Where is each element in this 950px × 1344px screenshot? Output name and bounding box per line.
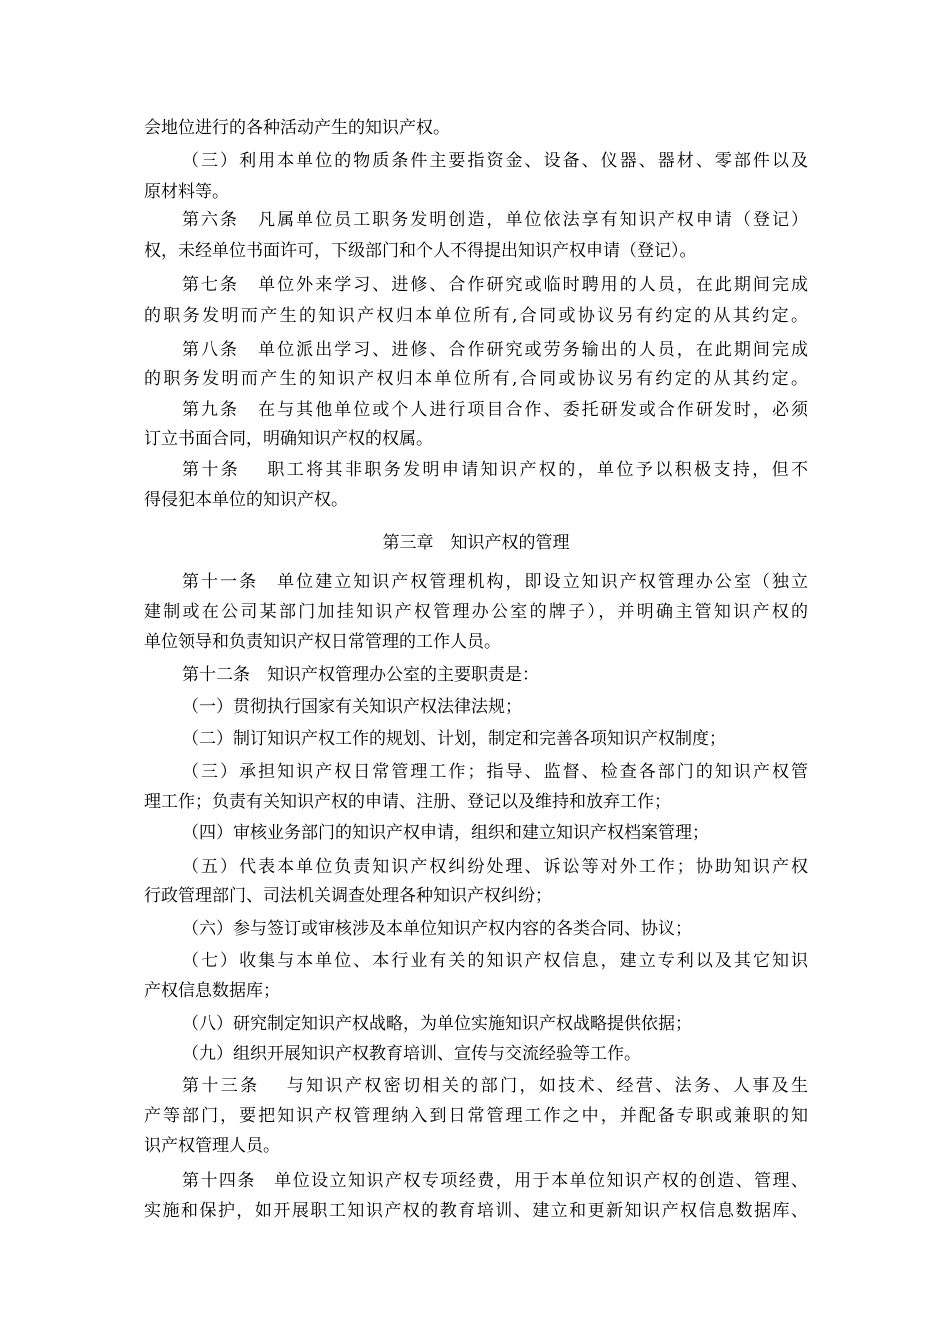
- text-line: 的职务发明而产生的知识产权归本单位所有,合同或协议另有约定的从其约定。: [144, 306, 808, 326]
- text-line: （三）利用本单位的物质条件主要指资金、设备、仪器、器材、零部件以及: [182, 151, 808, 171]
- text-line: 理工作；负责有关知识产权的申请、注册、登记以及维持和放弃工作；: [144, 792, 671, 812]
- chapter-heading: 第三章 知识产权的管理: [382, 533, 570, 553]
- text-line: 第十四条 单位设立知识产权专项经费，用于本单位知识产权的创造、管理、: [182, 1171, 808, 1191]
- text-line: 第七条 单位外来学习、进修、合作研究或临时聘用的人员，在此期间完成: [182, 275, 808, 295]
- text-line: 第九条 在与其他单位或个人进行项目合作、委托研发或合作研发时，必须: [182, 400, 808, 420]
- text-line: 的职务发明而产生的知识产权归本单位所有,合同或协议另有约定的从其约定。: [144, 369, 808, 389]
- text-line: 第十三条 与知识产权密切相关的部门，如技术、经营、法务、人事及生: [182, 1076, 808, 1096]
- text-line: 会地位进行的各种活动产生的知识产权。: [144, 118, 450, 138]
- text-line: （六）参与签订或审核涉及本单位知识产权内容的各类合同、协议；: [182, 919, 692, 939]
- text-line: 原材料等。: [144, 182, 229, 202]
- text-line: 第八条 单位派出学习、进修、合作研究或劳务输出的人员，在此期间完成: [182, 340, 808, 360]
- text-line: 第十二条 知识产权管理办公室的主要职责是：: [182, 665, 539, 685]
- text-line: （五）代表本单位负责知识产权纠纷处理、诉讼等对外工作；协助知识产权: [182, 857, 808, 877]
- text-line: （三）承担知识产权日常管理工作；指导、监督、检查各部门的知识产权管: [182, 762, 808, 782]
- text-line: 第十条 职工将其非职务发明申请知识产权的，单位予以积极支持，但不: [182, 460, 808, 480]
- text-line: 产权信息数据库；: [144, 981, 280, 1001]
- text-line: （二）制订知识产权工作的规划、计划，制定和完善各项知识产权制度；: [182, 729, 726, 749]
- text-line: （七）收集与本单位、本行业有关的知识产权信息，建立专利以及其它知识: [182, 951, 808, 971]
- text-line: （八）研究制定知识产权战略，为单位实施知识产权战略提供依据；: [182, 1014, 692, 1034]
- text-line: （一）贯彻执行国家有关知识产权法律法规；: [182, 697, 522, 717]
- text-line: 单位领导和负责知识产权日常管理的工作人员。: [144, 632, 501, 652]
- text-line: 识产权管理人员。: [144, 1136, 280, 1156]
- text-line: 得侵犯本单位的知识产权。: [144, 490, 348, 510]
- text-line: 建制或在公司某部门加挂知识产权管理办公室的牌子），并明确主管知识产权的: [144, 602, 808, 622]
- text-line: 第十一条 单位建立知识产权管理机构，即设立知识产权管理办公室（独立: [182, 572, 808, 592]
- text-line: 订立书面合同，明确知识产权的权属。: [144, 429, 433, 449]
- text-line: 权，未经单位书面许可，下级部门和个人不得提出知识产权申请（登记）。: [144, 241, 697, 261]
- text-line: 产等部门，要把知识产权管理纳入到日常管理工作之中，并配备专职或兼职的知: [144, 1106, 808, 1126]
- text-line: （四）审核业务部门的知识产权申请，组织和建立知识产权档案管理；: [182, 823, 709, 843]
- text-line: 行政管理部门、司法机关调查处理各种知识产权纠纷；: [144, 886, 552, 906]
- text-line: 实施和保护，如开展职工知识产权的教育培训、建立和更新知识产权信息数据库、: [144, 1201, 808, 1221]
- text-line: 第六条 凡属单位员工职务发明创造，单位依法享有知识产权申请（登记）: [182, 210, 808, 230]
- text-line: （九）组织开展知识产权教育培训、宣传与交流经验等工作。: [182, 1044, 641, 1064]
